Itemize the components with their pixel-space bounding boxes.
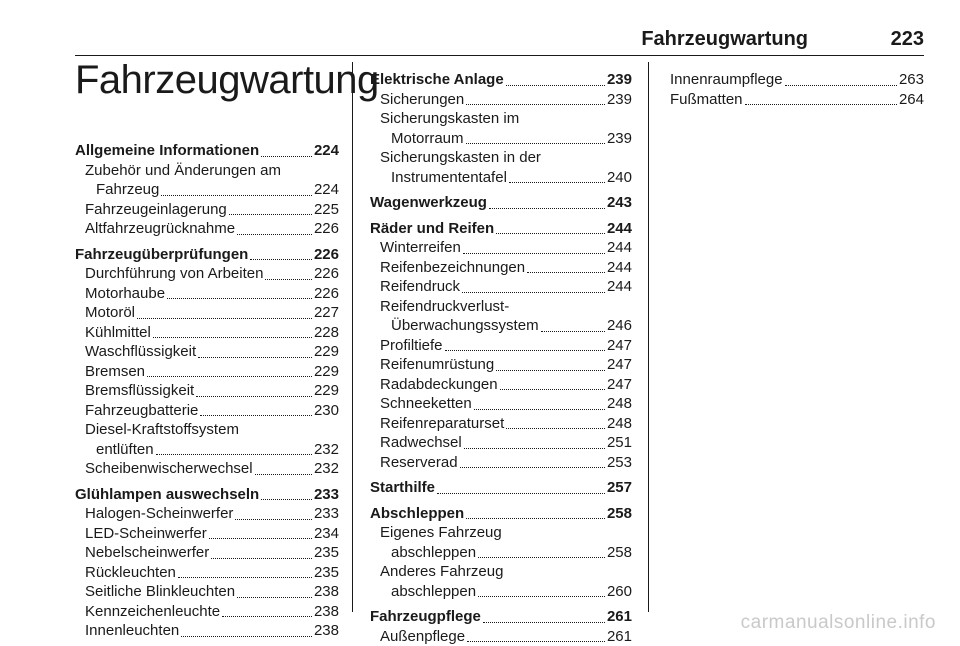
- toc-entry[interactable]: Nebelscheinwerfer 235: [75, 543, 339, 563]
- header-rule: [75, 55, 924, 56]
- toc-section[interactable]: Glühlampen auswechseln 233: [75, 485, 339, 505]
- toc-section[interactable]: Wagenwerkzeug 243: [370, 193, 632, 213]
- page-number: 223: [891, 28, 924, 51]
- column-divider: [352, 62, 353, 612]
- toc-entry[interactable]: Motorhaube 226: [75, 284, 339, 304]
- toc-entry-line: Anderes Fahrzeug: [370, 562, 632, 582]
- toc-entry[interactable]: Schneeketten 248: [370, 394, 632, 414]
- toc-entry[interactable]: entlüften 232: [75, 440, 339, 460]
- toc-entry[interactable]: Reifenbezeichnungen 244: [370, 258, 632, 278]
- toc-entry[interactable]: Profiltiefe 247: [370, 336, 632, 356]
- toc-entry[interactable]: Innenleuchten 238: [75, 621, 339, 641]
- toc-section[interactable]: Allgemeine Informationen 224: [75, 141, 339, 161]
- toc-entry[interactable]: Motoröl 227: [75, 303, 339, 323]
- toc-entry[interactable]: Außenpflege 261: [370, 627, 632, 646]
- toc-entry-line: Sicherungskasten in der: [370, 148, 632, 168]
- toc-entry-line: Eigenes Fahrzeug: [370, 523, 632, 543]
- toc-entry[interactable]: Scheibenwischerwechsel 232: [75, 459, 339, 479]
- toc-section[interactable]: Abschleppen 258: [370, 504, 632, 524]
- toc-entry[interactable]: Seitliche Blinkleuchten 238: [75, 582, 339, 602]
- toc-column-2: [370, 70, 632, 646]
- toc-entry[interactable]: Sicherungen 239: [370, 90, 632, 110]
- chapter-title: Fahrzeugwartung: [75, 58, 379, 103]
- toc-entry[interactable]: Radwechsel 251: [370, 433, 632, 453]
- toc-section[interactable]: Fahrzeugüberprüfungen 226: [75, 245, 339, 265]
- toc-entry[interactable]: Reifendruck 244: [370, 277, 632, 297]
- toc-entry[interactable]: Motorraum 239: [370, 129, 632, 149]
- toc-entry[interactable]: Fahrzeug 224: [75, 180, 339, 200]
- toc-section[interactable]: Elektrische Anlage 239: [370, 70, 632, 90]
- toc-entry-line: Diesel-Kraftstoffsystem: [75, 420, 339, 440]
- toc-column-3: [670, 70, 924, 109]
- toc-entry[interactable]: Reifenreparaturset 248: [370, 414, 632, 434]
- toc-entry[interactable]: Innenraumpflege 263: [670, 70, 924, 90]
- toc-entry[interactable]: Halogen-Scheinwerfer 233: [75, 504, 339, 524]
- toc-entry[interactable]: Fahrzeugbatterie 230: [75, 401, 339, 421]
- column-divider: [648, 62, 649, 612]
- toc-entry[interactable]: Winterreifen 244: [370, 238, 632, 258]
- toc-entry-line: Sicherungskasten im: [370, 109, 632, 129]
- toc-entry-line: Zubehör und Änderungen am: [75, 161, 339, 181]
- toc-entry[interactable]: Überwachungssystem 246: [370, 316, 632, 336]
- toc-entry[interactable]: Kennzeichenleuchte 238: [75, 602, 339, 622]
- toc-entry[interactable]: LED-Scheinwerfer 234: [75, 524, 339, 544]
- toc-entry[interactable]: Durchführung von Arbeiten 226: [75, 264, 339, 284]
- toc-entry[interactable]: Rückleuchten 235: [75, 563, 339, 583]
- toc-entry[interactable]: Fußmatten 264: [670, 90, 924, 110]
- toc-entry[interactable]: Altfahrzeugrücknahme 226: [75, 219, 339, 239]
- toc-entry[interactable]: Bremsflüssigkeit 229: [75, 381, 339, 401]
- toc-section[interactable]: Fahrzeugpflege 261: [370, 607, 632, 627]
- watermark: carmanualsonline.info: [741, 612, 936, 634]
- toc-section[interactable]: Räder und Reifen 244: [370, 219, 632, 239]
- toc-entry[interactable]: abschleppen 258: [370, 543, 632, 563]
- toc-entry[interactable]: Reifenumrüstung 247: [370, 355, 632, 375]
- toc-entry[interactable]: Fahrzeugeinlagerung 225: [75, 200, 339, 220]
- toc-entry[interactable]: abschleppen 260: [370, 582, 632, 602]
- toc-entry[interactable]: Waschflüssigkeit 229: [75, 342, 339, 362]
- running-header-title: Fahrzeugwartung: [641, 28, 808, 51]
- toc-entry[interactable]: Reserverad 253: [370, 453, 632, 473]
- toc-entry[interactable]: Bremsen 229: [75, 362, 339, 382]
- toc-entry-line: Reifendruckverlust-: [370, 297, 632, 317]
- toc-column-1: [75, 141, 339, 641]
- toc-entry[interactable]: Radabdeckungen 247: [370, 375, 632, 395]
- toc-entry[interactable]: Kühlmittel 228: [75, 323, 339, 343]
- toc-entry[interactable]: Instrumententafel 240: [370, 168, 632, 188]
- toc-section[interactable]: Starthilfe 257: [370, 478, 632, 498]
